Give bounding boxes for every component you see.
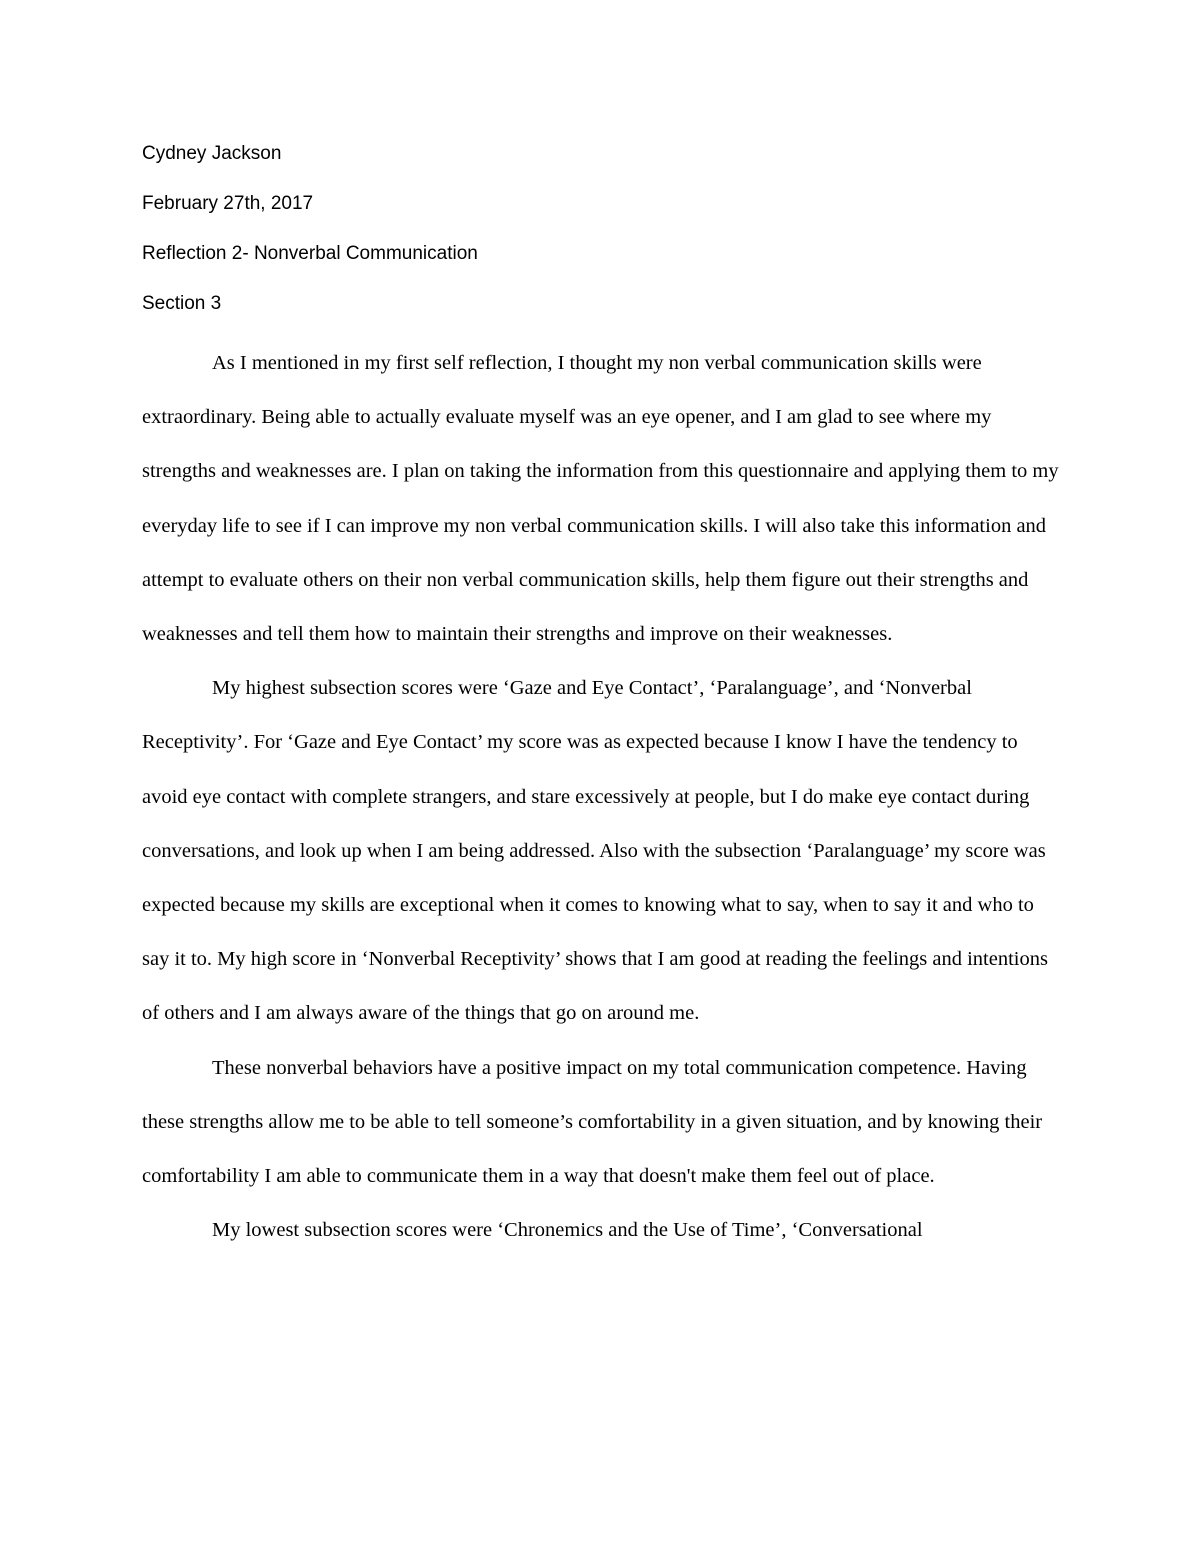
section-label: Section 3	[142, 293, 222, 314]
paragraph-intro: As I mentioned in my first self reflection, I thought my non verbal communication skills were extraordinary. Being able to actually evaluate myself was an eye opener, and I am glad to see where my strengths and weaknesses are. I plan on taking the information from this questionnaire and applying them to my everyday life to see if I can improve my non verbal communication skills. I will also take this information and attempt to evaluate others on their non verbal communication skills, help them figure out their strengths and weaknesses and tell them how to maintain their strengths and improve on their weaknesses.	[142, 352, 1059, 646]
document-header	[142, 140, 1062, 340]
paragraph-lowest-scores: My lowest subsection scores were ‘Chronemics and the Use of Time’, ‘Conversational	[212, 1219, 923, 1242]
document-body	[142, 336, 1064, 1257]
author-name: Cydney Jackson	[142, 143, 282, 164]
paragraph-positive-impact: These nonverbal behaviors have a positive impact on my total communication competence. Having these strengths allow me to be able to tell someone’s comfortability in a given situation, and by knowing their comfortability I am able to communicate them in a way that doesn't make them feel out of place.	[142, 1056, 1043, 1188]
document-title: Reflection 2- Nonverbal Communication	[142, 243, 478, 264]
document-date: February 27th, 2017	[142, 193, 314, 214]
paragraph-highest-scores: My highest subsection scores were ‘Gaze and Eye Contact’, ‘Paralanguage’, and ‘Nonverbal Receptivity’. For ‘Gaze and Eye Contact’ my score was as expected because I know I have the tendency to avoid eye contact with complete strangers, and stare excessively at people, but I do make eye contact during conversations, and look up when I am being addressed. Also with the subsection ‘Paralanguage’ my score was expected because my skills are exceptional when it comes to knowing what to say, when to say it and who to say it to. My high score in ‘Nonverbal Receptivity’ shows that I am good at reading the feelings and intentions of others and I am always aware of the things that go on around me.	[142, 677, 1048, 1025]
